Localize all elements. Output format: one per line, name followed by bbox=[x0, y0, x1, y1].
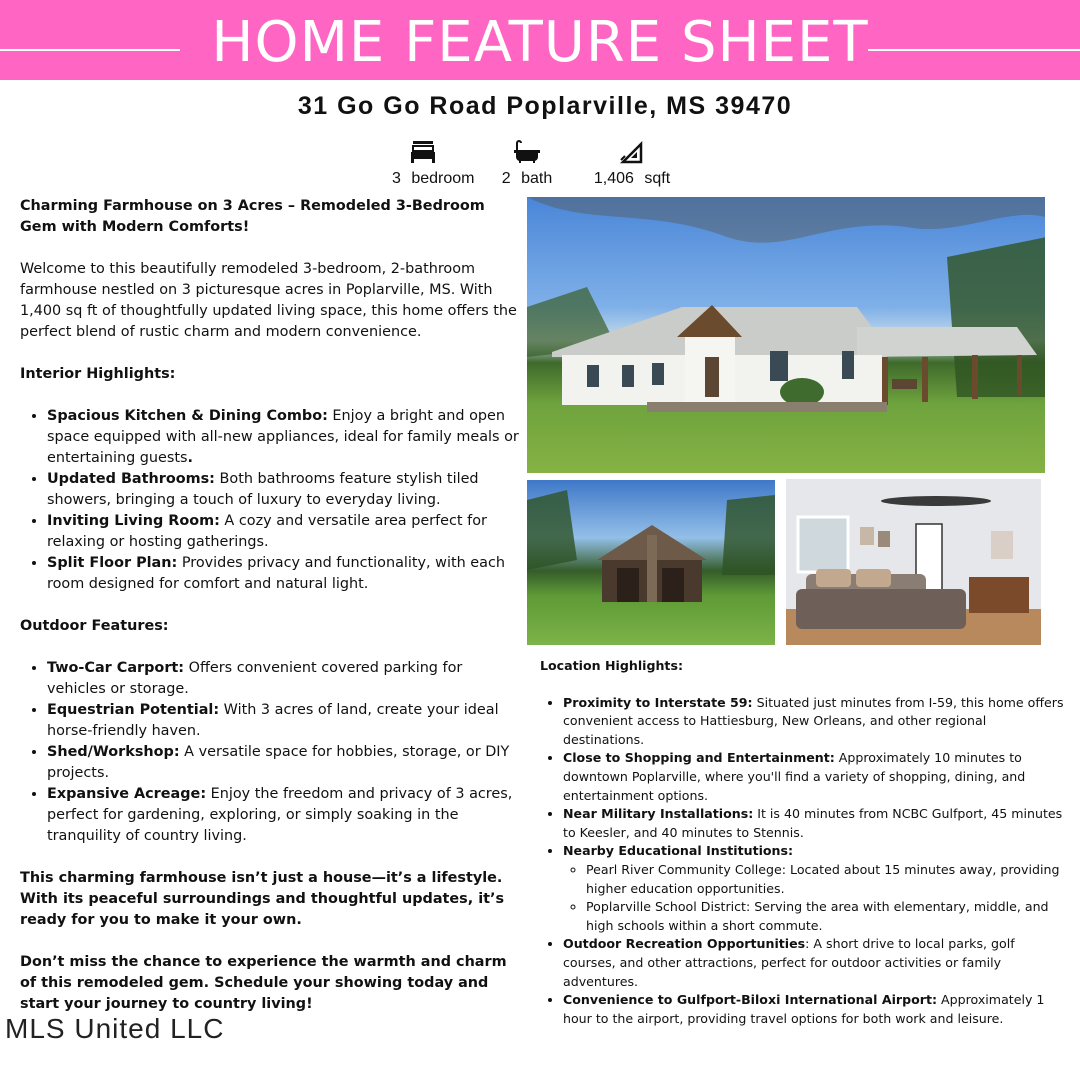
bed-icon bbox=[410, 140, 436, 164]
description-intro: Welcome to this beautifully remodeled 3-bedroom, 2-bathroom farmhouse nestled on 3 picturesque acres in Poplarville, MS. With 1,400 sq ft of thoughtfully updated living space, this home offers the perfect blend of rustic charm and modern convenience. bbox=[20, 261, 517, 340]
stat-bath bbox=[497, 140, 557, 188]
list-item: • Convenience to Gulfport-Biloxi International Airport: Approximately 1 hour to the airport, providing travel options for both work and leisure. bbox=[563, 991, 1070, 1028]
list-item: • Expansive Acreage: Enjoy the freedom and privacy of 3 acres, perfect for gardening, exploring, or simply soaking in the tranquility of country living. bbox=[47, 784, 520, 847]
location-list bbox=[540, 694, 1070, 1029]
list-item: • Near Military Installations: It is 40 minutes from NCBC Gulfport, 45 minutes to Keesler, and 40 minutes to Stennis. bbox=[563, 805, 1070, 842]
list-item: • Inviting Living Room: A cozy and versatile area perfect for relaxing or hosting gatherings. bbox=[47, 511, 520, 553]
barn-photo bbox=[527, 480, 775, 645]
list-item: • Equestrian Potential: With 3 acres of land, create your ideal horse-friendly haven. bbox=[47, 700, 520, 742]
bath-count: 2 bbox=[501, 170, 511, 187]
stat-sqft bbox=[592, 140, 672, 188]
location-highlights bbox=[540, 657, 1070, 1028]
page-title: HOME FEATURE SHEET bbox=[211, 10, 869, 75]
outdoor-list bbox=[20, 658, 520, 847]
farmhouse-photo bbox=[527, 197, 1045, 473]
property-address: 31 Go Go Road Poplarville, MS 39470 bbox=[297, 92, 793, 120]
list-item: • Two-Car Carport: Offers convenient covered parking for vehicles or storage. bbox=[47, 658, 520, 700]
education-list bbox=[563, 861, 1070, 935]
list-item: • Shed/Workshop: A versatile space for hobbies, storage, or DIY projects. bbox=[47, 742, 520, 784]
bedroom-label: bedroom bbox=[411, 170, 475, 187]
bathtub-icon bbox=[513, 140, 541, 164]
list-item: • Proximity to Interstate 59: Situated just minutes from I-59, this home offers convenient access to Hattiesburg, New Orleans, and other regional destinations. bbox=[563, 694, 1070, 750]
list-item: ◦ Poplarville School District: Serving the area with elementary, middle, and high schools within a short commute. bbox=[586, 898, 1070, 935]
brokerage-logo: MLS United LLC bbox=[5, 1013, 225, 1044]
description-column bbox=[20, 196, 520, 1015]
outdoor-title: Outdoor Features: bbox=[20, 618, 169, 634]
list-item: • Spacious Kitchen & Dining Combo: Enjoy a bright and open space equipped with all-new appliances, ideal for family meals or entertaining guests. bbox=[47, 406, 520, 469]
list-item: • Outdoor Recreation Opportunities: A short drive to local parks, golf courses, and other attractions, perfect for outdoor activities or family adventures. bbox=[563, 935, 1070, 991]
location-title: Location Highlights: bbox=[540, 658, 683, 673]
sqft-value: 1,406 bbox=[593, 170, 634, 187]
closing-statement: This charming farmhouse isn’t just a house—it’s a lifestyle. With its peaceful surroundings and thoughtful updates, it’s ready for you to make it your own. bbox=[20, 870, 505, 928]
bedroom-photo bbox=[786, 479, 1041, 645]
description-headline: Charming Farmhouse on 3 Acres – Remodeled 3-Bedroom Gem with Modern Comforts! bbox=[20, 198, 485, 235]
interior-title: Interior Highlights: bbox=[20, 366, 176, 382]
list-item: • Nearby Educational Institutions: ◦ Pearl River Community College: Located about 15 minutes away, providing higher education opportunities. ◦ Poplarville School District: Serving the area with elementary, middle, and high schools within a short commute. bbox=[563, 842, 1070, 935]
list-item: ◦ Pearl River Community College: Located about 15 minutes away, providing higher education opportunities. bbox=[586, 861, 1070, 898]
list-item: • Close to Shopping and Entertainment: Approximately 10 minutes to downtown Poplarville, where you'll find a variety of shopping, dining, and entertainment options. bbox=[563, 749, 1070, 805]
sqft-label: sqft bbox=[644, 170, 671, 187]
bedroom-count: 3 bbox=[392, 170, 401, 187]
interior-list bbox=[20, 406, 520, 595]
call-to-action: Don’t miss the chance to experience the warmth and charm of this remodeled gem. Schedule your showing today and start your journey to country living! bbox=[20, 954, 507, 1012]
list-item: • Split Floor Plan: Provides privacy and functionality, with each room designed for comfort and natural light. bbox=[47, 553, 520, 595]
bath-label: bath bbox=[521, 170, 553, 187]
list-item: • Updated Bathrooms: Both bathrooms feature stylish tiled showers, bringing a touch of luxury to everyday living. bbox=[47, 469, 520, 511]
set-square-icon bbox=[620, 140, 644, 164]
stat-bedroom bbox=[392, 140, 475, 188]
